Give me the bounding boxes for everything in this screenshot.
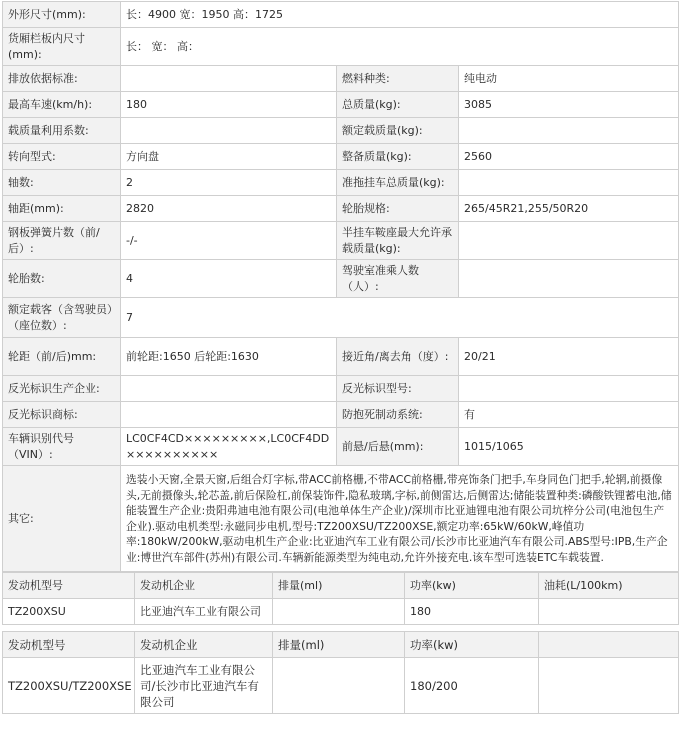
- field-value: [459, 118, 679, 144]
- power: 180/200: [405, 658, 539, 714]
- field-label: 轮距（前/后)mm:: [3, 338, 121, 376]
- engine-model-header: 发动机型号: [3, 632, 135, 658]
- spec-row: [3, 196, 679, 222]
- field-value: 3085: [459, 92, 679, 118]
- power-header: 功率(kw): [405, 632, 539, 658]
- field-value: 1015/1065: [459, 428, 679, 466]
- field-label: 半挂车鞍座最大允许承载质量(kg):: [337, 222, 459, 260]
- spec-row-cargo: [3, 28, 679, 66]
- field-label: 反光标识生产企业:: [3, 376, 121, 402]
- spec-row: [3, 144, 679, 170]
- engine-model-header: 发动机型号: [3, 573, 135, 599]
- field-label: 载质量利用系数:: [3, 118, 121, 144]
- engine-company-header: 发动机企业: [135, 632, 273, 658]
- power: 180: [405, 599, 539, 625]
- field-label: 排放依据标准:: [3, 66, 121, 92]
- field-label: 轮胎数:: [3, 260, 121, 298]
- field-label: 准拖挂车总质量(kg):: [337, 170, 459, 196]
- engine-table-2: [2, 631, 679, 714]
- spec-row: [3, 402, 679, 428]
- cargo-value: 长： 宽： 高：: [121, 28, 679, 66]
- spec-table: [2, 1, 679, 572]
- field-label: 驾驶室准乘人数（人）:: [337, 260, 459, 298]
- field-value: 纯电动: [459, 66, 679, 92]
- engine-company: 比亚迪汽车工业有限公司: [135, 599, 273, 625]
- fuel-consumption-header: 油耗(L/100km): [539, 573, 679, 599]
- field-label: 钢板弹簧片数（前/后）:: [3, 222, 121, 260]
- field-label: 车辆识别代号（VIN）:: [3, 428, 121, 466]
- field-value: 有: [459, 402, 679, 428]
- field-value: -/-: [121, 222, 337, 260]
- field-label: 防抱死制动系统:: [337, 402, 459, 428]
- field-value: 180: [121, 92, 337, 118]
- field-label: 燃料种类:: [337, 66, 459, 92]
- field-label: 整备质量(kg):: [337, 144, 459, 170]
- dimensions-value: 长：4900 宽：1950 高：1725: [121, 2, 679, 28]
- spec-row-dimensions: [3, 2, 679, 28]
- spec-row: [3, 66, 679, 92]
- field-label: 最高车速(km/h):: [3, 92, 121, 118]
- displacement-header: 排量(ml): [273, 573, 405, 599]
- seats-value: 7: [121, 298, 679, 338]
- field-label: 额定载质量(kg):: [337, 118, 459, 144]
- field-value: 20/21: [459, 338, 679, 376]
- empty-cell: [539, 658, 679, 714]
- spec-row: [3, 170, 679, 196]
- field-value: LC0CF4CD×××××××××,LC0CF4DD××××××××××: [121, 428, 337, 466]
- field-value: [459, 170, 679, 196]
- field-value: [121, 402, 337, 428]
- engine-company: 比亚迪汽车工业有限公司/长沙市比亚迪汽车有限公司: [135, 658, 273, 714]
- field-value: 2: [121, 170, 337, 196]
- field-value: [459, 376, 679, 402]
- field-label: 轮胎规格:: [337, 196, 459, 222]
- field-label: 轴距(mm):: [3, 196, 121, 222]
- spec-row: [3, 92, 679, 118]
- field-value: [121, 66, 337, 92]
- spec-row: [3, 260, 679, 298]
- displacement: [273, 658, 405, 714]
- spec-row-seats: [3, 298, 679, 338]
- displacement: [273, 599, 405, 625]
- engine-row: [3, 658, 679, 714]
- displacement-header: 排量(ml): [273, 632, 405, 658]
- field-label: 转向型式:: [3, 144, 121, 170]
- field-value: [459, 222, 679, 260]
- field-label: 反光标识商标:: [3, 402, 121, 428]
- power-header: 功率(kw): [405, 573, 539, 599]
- field-value: 方向盘: [121, 144, 337, 170]
- field-value: [121, 118, 337, 144]
- spec-row: [3, 428, 679, 466]
- field-label: 反光标识型号:: [337, 376, 459, 402]
- spec-row-other: [3, 466, 679, 572]
- engine-table-1: [2, 572, 679, 625]
- field-value: 前轮距:1650 后轮距:1630: [121, 338, 337, 376]
- engine-company-header: 发动机企业: [135, 573, 273, 599]
- spec-row: [3, 376, 679, 402]
- cargo-label: 货厢栏板内尺寸(mm):: [3, 28, 121, 66]
- engine-row: [3, 599, 679, 625]
- other-label: 其它:: [3, 466, 121, 572]
- field-value: 2820: [121, 196, 337, 222]
- fuel-consumption: [539, 599, 679, 625]
- field-value: [121, 376, 337, 402]
- spec-row: [3, 222, 679, 260]
- field-value: 265/45R21,255/50R20: [459, 196, 679, 222]
- seats-label: 额定载客（含驾驶员）（座位数）:: [3, 298, 121, 338]
- field-label: 轴数:: [3, 170, 121, 196]
- field-value: 4: [121, 260, 337, 298]
- spec-row: [3, 118, 679, 144]
- field-value: 2560: [459, 144, 679, 170]
- engine-model: TZ200XSU: [3, 599, 135, 625]
- engine-header-row: [3, 632, 679, 658]
- engine-model: TZ200XSU/TZ200XSE: [3, 658, 135, 714]
- engine-header-row: [3, 573, 679, 599]
- empty-header: [539, 632, 679, 658]
- field-value: [459, 260, 679, 298]
- field-label: 总质量(kg):: [337, 92, 459, 118]
- field-label: 前悬/后悬(mm):: [337, 428, 459, 466]
- field-label: 接近角/离去角（度）:: [337, 338, 459, 376]
- dimensions-label: 外形尺寸(mm):: [3, 2, 121, 28]
- spec-row: [3, 338, 679, 376]
- other-value: 选装小天窗,全景天窗,后组合灯字标,带ACC前格栅,不带ACC前格栅,带亮饰条门把手,车身同色门把手,轮辋,前摄像头,无前摄像头,轮芯盖,前后保险杠,前保装饰件,隐私玻璃,字标,前侧雷达,后侧雷达;储能装置种类:磷酸铁锂蓄电池,储能装置生产企业:贵阳弗迪电池有限公司(电池单体生产企业)/深圳市比亚迪锂电池有限公司坑梓分公司(电池包生产企业).驱动电机类型:永磁同步电机,型号:TZ200XSU/TZ200XSE,额定功率:65kW/60kW,峰值功率:180kW/200kW,驱动电机生产企业:比亚迪汽车工业有限公司/长沙市比亚迪汽车有限公司.ABS型号:IPB,生产企业:博世汽车部件(苏州)有限公司.车辆新能源类型为纯电动,允许外接充电.该车型可选装ETC车载装置.: [121, 466, 679, 572]
